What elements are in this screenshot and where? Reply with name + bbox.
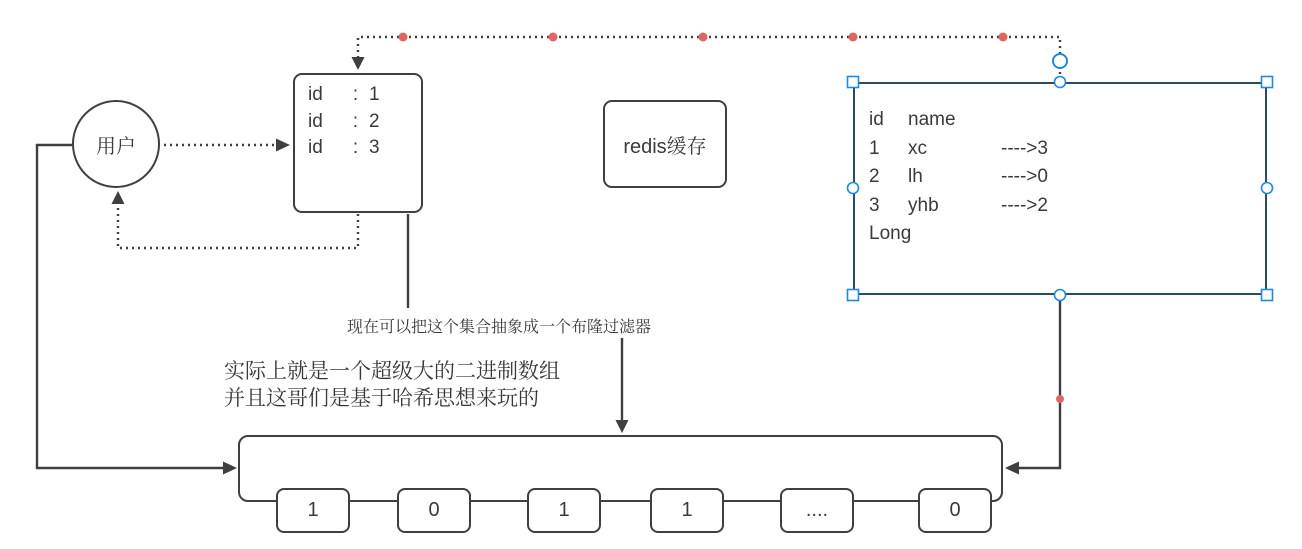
bit-array-shape[interactable] bbox=[238, 435, 1003, 502]
id-row bbox=[308, 109, 421, 136]
bit-cell[interactable] bbox=[397, 488, 471, 533]
bloom-filter-annotation[interactable]: 现在可以把这个集合抽象成一个布隆过滤器 bbox=[347, 319, 652, 336]
edge-table-to-idbox[interactable] bbox=[358, 37, 1060, 60]
bit-cell-value: 1 bbox=[307, 499, 319, 521]
table-cell: ---->0 bbox=[1001, 166, 1048, 187]
table-cell: xc bbox=[908, 137, 927, 159]
table-cell: 2 bbox=[869, 166, 880, 187]
table-row bbox=[869, 135, 1265, 164]
id-separator: : bbox=[352, 84, 359, 105]
waypoint-dot[interactable] bbox=[1056, 395, 1064, 403]
table-cell: yhb bbox=[908, 194, 939, 216]
table-row bbox=[869, 220, 1265, 249]
table-cell: ---->2 bbox=[1001, 194, 1048, 216]
id-row bbox=[308, 82, 421, 109]
id-value: 3 bbox=[369, 137, 380, 158]
edge-user-to-bitarray[interactable] bbox=[37, 145, 227, 468]
bit-cell[interactable] bbox=[276, 488, 350, 533]
edge-table-to-bitarray[interactable] bbox=[1015, 296, 1060, 468]
table-cell: id bbox=[869, 109, 884, 130]
table-row bbox=[869, 192, 1265, 221]
binary-array-annotation[interactable] bbox=[224, 359, 560, 412]
arrowhead-right-icon bbox=[223, 462, 237, 475]
waypoint-dot[interactable] bbox=[699, 33, 708, 42]
arrowhead-right-icon bbox=[276, 139, 290, 152]
waypoint-dot[interactable] bbox=[999, 33, 1008, 42]
bit-cell[interactable] bbox=[780, 488, 854, 533]
user-circle-label: 用户 bbox=[96, 135, 136, 158]
table-cell: 3 bbox=[869, 194, 880, 216]
table-cell: ---->3 bbox=[1001, 137, 1048, 159]
id-separator: : bbox=[352, 137, 359, 158]
bit-cell-value: .... bbox=[805, 499, 829, 521]
table-cell: name bbox=[908, 109, 956, 130]
arrowhead-up-icon bbox=[112, 191, 125, 204]
id-value: 2 bbox=[369, 110, 380, 132]
arrowhead-down-icon bbox=[352, 57, 365, 70]
table-cell: 1 bbox=[869, 137, 880, 159]
bit-cell-value: 0 bbox=[428, 499, 440, 521]
table-cell: Long bbox=[869, 223, 912, 244]
id-row bbox=[308, 135, 421, 162]
redis-cache-label: redis缓存 bbox=[623, 135, 707, 158]
binary-array-annotation-line2: 并且这哥们是基于哈希思想来玩的 bbox=[224, 386, 539, 410]
table-row bbox=[869, 106, 1265, 135]
id-value: 1 bbox=[369, 84, 380, 105]
bit-cell[interactable] bbox=[650, 488, 724, 533]
table-cell bbox=[908, 220, 1001, 249]
id-separator: : bbox=[352, 110, 359, 132]
user-circle-shape[interactable] bbox=[72, 100, 160, 188]
binary-array-annotation-line1: 实际上就是一个超级大的二进制数组 bbox=[224, 360, 560, 383]
redis-cache-shape[interactable] bbox=[603, 100, 727, 188]
waypoint-dot[interactable] bbox=[849, 33, 858, 42]
bit-cell-value: 0 bbox=[949, 499, 961, 521]
id-set-box-shape[interactable] bbox=[293, 73, 423, 213]
id-key: id bbox=[308, 110, 323, 132]
id-key: id bbox=[308, 137, 323, 158]
waypoint-dot[interactable] bbox=[399, 33, 408, 42]
arrowhead-left-icon bbox=[1005, 462, 1019, 475]
bit-cell-value: 1 bbox=[681, 499, 693, 521]
arrowhead-down-icon bbox=[616, 420, 629, 433]
id-key: id bbox=[308, 84, 323, 105]
bit-cell[interactable] bbox=[527, 488, 601, 533]
bit-cell-value: 1 bbox=[558, 499, 570, 521]
waypoint-dot[interactable] bbox=[549, 33, 558, 42]
bit-cell[interactable] bbox=[918, 488, 992, 533]
table-cell: lh bbox=[908, 166, 923, 187]
edge-endpoint-handle[interactable] bbox=[1053, 54, 1067, 68]
name-table-shape[interactable] bbox=[853, 82, 1267, 295]
table-row bbox=[869, 163, 1265, 192]
